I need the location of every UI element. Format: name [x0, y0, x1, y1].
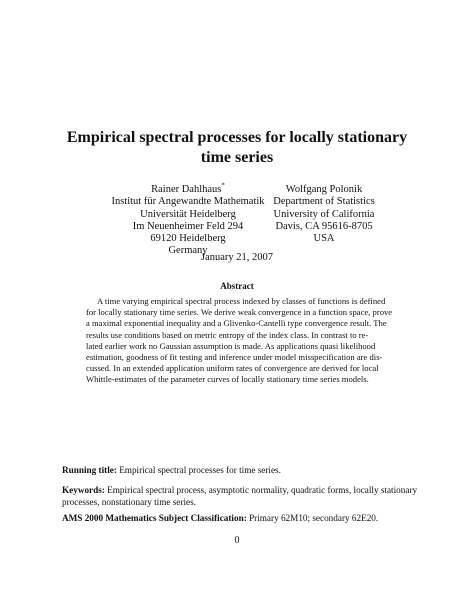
abstract-line: a maximal exponential inequality and a Glivenko-Cantelli type convergence result. The: [86, 318, 387, 329]
affiliation-line: Institut für Angewandte Mathematik: [111, 196, 265, 208]
keywords-text: Empirical spectral process, asymptotic normality, quadratic forms, locally stationary: [107, 485, 418, 495]
author-name: Wolfgang Polonik: [285, 184, 363, 195]
abstract-line: results use conditions based on metric entropy of the index class. In contrast to re-: [86, 329, 369, 340]
author-name: [108, 181, 268, 196]
ams-line: [62, 512, 422, 524]
abstract-line: A time varying empirical spectral process indexed by classes of functions is defined: [97, 296, 386, 306]
keywords-label: Keywords:: [62, 485, 105, 495]
author-block-polonik: [264, 184, 384, 245]
abstract-line: Whittle-estimates of the parameter curves of locally stationary time series models.: [86, 374, 369, 385]
keywords: [62, 484, 422, 509]
abstract-line: cussed. In an extended application uniform rates of convergence are derived for local: [86, 363, 379, 374]
paper-title: [60, 128, 414, 168]
abstract-body: [86, 296, 393, 386]
running-title-text: Empirical spectral processes for time series.: [119, 465, 281, 475]
abstract-line: for locally stationary time series. We derive weak convergence in a function space, prove: [86, 307, 393, 318]
running-title-label: Running title:: [62, 465, 117, 475]
keywords-line: [62, 484, 422, 496]
title-line: time series: [200, 149, 274, 166]
paper-date: January 21, 2007: [200, 252, 274, 263]
affiliation-line: USA: [313, 233, 335, 245]
abstract-line: lated earlier work no Gaussian assumption is made. As applications quasi likelihood: [86, 340, 376, 351]
author-block-dahlhaus: [108, 181, 268, 258]
abstract-line: estimation, goodness of fit testing and inference under model misspecification are dis-: [86, 352, 383, 363]
abstract-heading: Abstract: [220, 281, 254, 291]
affiliation-line: 69120 Heidelberg: [150, 233, 226, 245]
affiliation-line: Universität Heidelberg: [140, 208, 236, 220]
affiliation-line: Davis, CA 95616-8705: [275, 220, 373, 232]
affiliation-line: Im Neuenheimer Feld 294: [132, 220, 244, 232]
title-line: Empirical spectral processes for locally stationary: [66, 129, 408, 146]
ams-value: Primary 62M10; secondary 62E20.: [249, 513, 379, 523]
running-title-line: [62, 464, 422, 476]
affiliation-line: Department of Statistics: [273, 196, 375, 208]
footnote-marker: *: [221, 181, 225, 190]
ams-classification: [62, 512, 422, 524]
ams-label: AMS 2000 Mathematics Subject Classification:: [62, 513, 247, 523]
page-number: 0: [234, 535, 240, 546]
affiliation-line: University of California: [273, 208, 375, 220]
keywords-line: processes, nonstationary time series.: [62, 497, 196, 508]
running-title: [62, 464, 422, 476]
affiliation-line: Germany: [168, 245, 208, 257]
author-name-text: Rainer Dahlhaus: [151, 184, 222, 195]
